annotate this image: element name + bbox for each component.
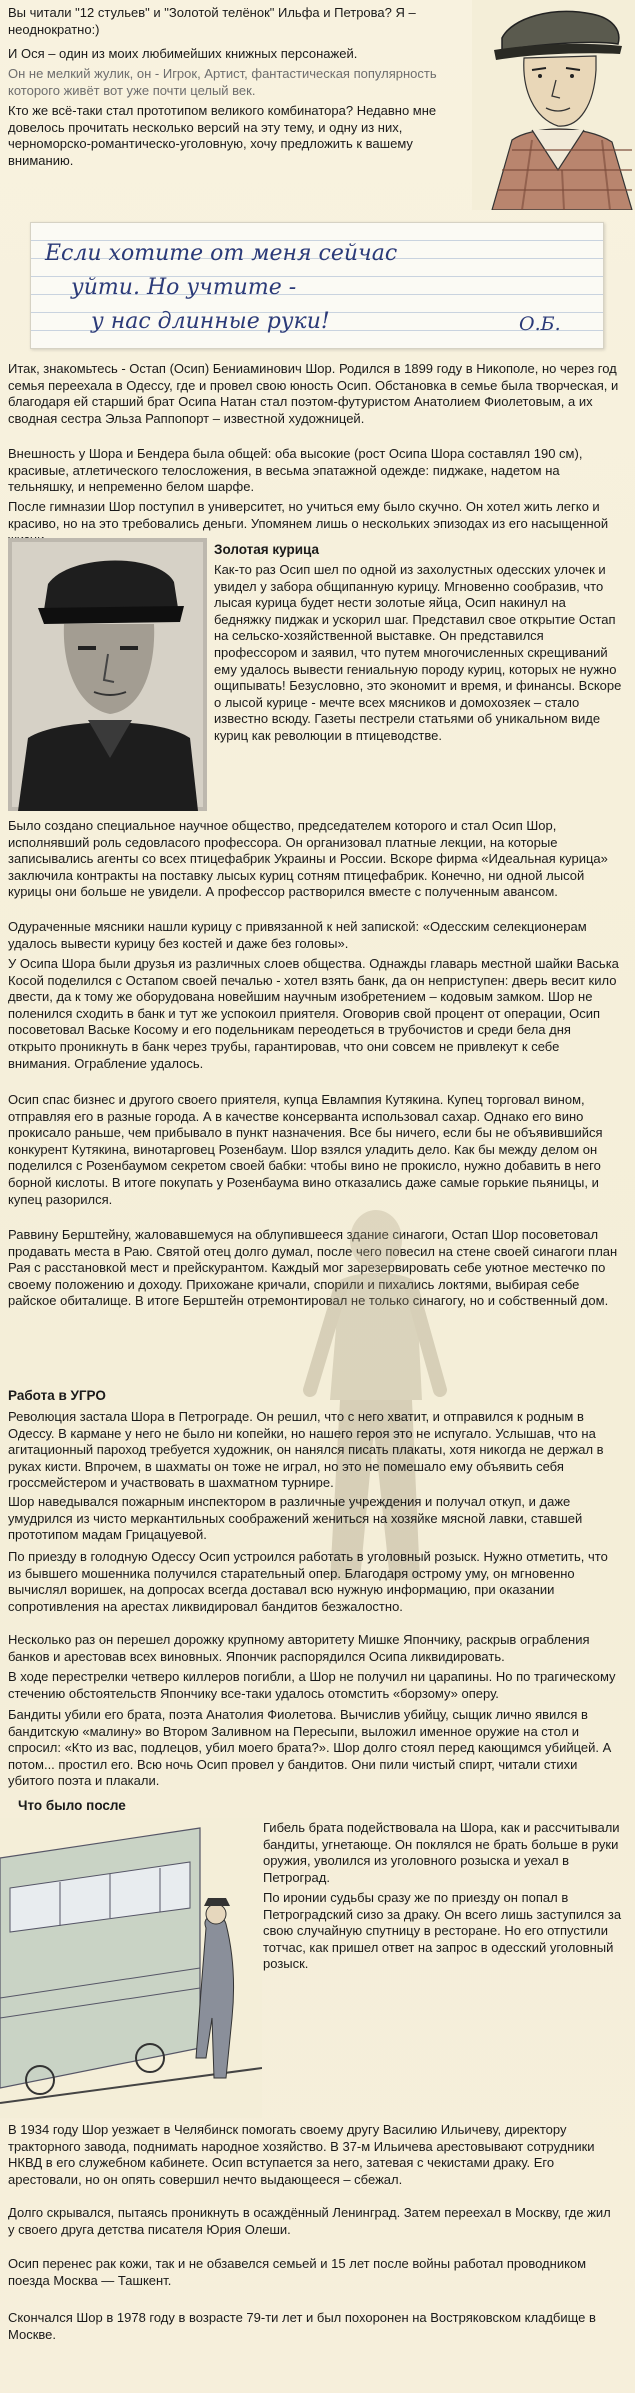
ostap-illustration	[472, 0, 635, 210]
note-row2: уйти. Но учтите -	[71, 275, 297, 300]
ugro-paragraph-3: По приезду в голодную Одессу Осип устроился работать в уголовный розыск. Нужно отметить, что из бывшего мошенника получился старательный опер. Благодаря острому уму, он мгновенно вычислял воришек, на допросах всегда доставал всю нужную информацию, при оказании сопротивления на арестах ликвидировал бандитов безжалостно.	[8, 1549, 608, 1614]
ugro-paragraph-2: Шор наведывался пожарным инспектором в различные учреждения и получал откуп, и даже умудрился из чисто меркантильных соображений жениться на хозяйке мясной лавки, ставшей прототипом мадам Грицацуевой.	[8, 1494, 583, 1543]
bio-paragraph-1: Итак, знакомьтесь - Остап (Осип) Бениаминович Шор. Родился в 1899 году в Никополе, но через год семья переехала в Одессу, где и провел свою юность Осип. Обстановка в семье была творческая, и благодаря ей старший брат Осипа Натан стал поэтом-футуристом Анатолием Фиолетовым, а их сводная сестра Эльза Раппопорт – известной художницей.	[8, 361, 619, 426]
after-paragraph-2: По иронии судьбы сразу же по приезду он попал в Петроградский сизо за драку. Он всего лишь заступился за свою случайную спутницу в ресторане. Но его отпустили тотчас, как пришел ответ на запрос в одесский уголовный розыск.	[263, 1890, 622, 1972]
after-paragraph-5: Осип перенес рак кожи, так и не обзавелся семьей и 15 лет после войны работал проводником поезда Москва — Ташкент.	[8, 2256, 587, 2288]
chicken-paragraph-5: Одураченные мясники нашли курицу с привязанной к ней запиской: «Одесским селекционерам удалось вывести курицу без костей и даже без головы».	[8, 919, 587, 951]
after-paragraph-1: Гибель брата подействовала на Шора, как и рассчитывали бандиты, угнетающе. Он поклялся не брать больше в руки оружия, уволился из уголовного розыска и уехал в Петроград.	[263, 1820, 620, 1885]
chicken-text: Как-то раз Осип шел по одной из захолустных одесских улочек и увидел у забора общипанную курицу. Мгновенно сообразив, что лысая курица будет нести золотые яйца, Осип накинул на бедняжку пиджак и ускорил шаг. Представил свое открытие Остап на сельско-хозяйственной выставке. Он представился профессором и заявил, что путем многочисленных скрещиваний ему удалось вывести гениальную породу куриц, которых не нужно ощипывать! Безусловно, это экономит и время, и финансы. Вскоре о лысой курице - мечте всех мясников и домохозяек – стало известно всюду. Газеты пестрели статьями об уникальном виде куриц как революции в птицеводстве.	[214, 562, 622, 743]
ugro-paragraph-5: В ходе перестрелки четверо киллеров погибли, а Шор не получил ни царапины. Но по трагическому стечению обстоятельств Япончику все-таки удалось отомстить «борзому» оперу.	[8, 1669, 616, 1701]
ugro-paragraph-1: Революция застала Шора в Петрограде. Он решил, что с него хватит, и отправился к родным в Одессу. В кармане у него не было ни копейки, но нашего героя это не испугало. Услышав, что на агитационный пароход требуется художник, он нанялся писать плакаты, хотя никогда не держал в руках кисти. Впрочем, в шахматы он тоже не играл, но это не помешало ему объявить себя гроссмейстером и участвовать в шахматном турнире.	[8, 1409, 604, 1491]
train-illustration	[0, 1818, 262, 2118]
chicken-paragraph-8: Раввину Берштейну, жаловавшемуся на облупившееся здание синагоги, Остап Шор посоветовал продавать места в Раю. Святой отец долго думал, после чего повесил на стене своей синагоги план Рая с расстановкой мест и прейскурантом. Каждый мог зарезервировать себе уютное местечко по своему положению и доходу. Прихожане кричали, спорили и пихались локтями, выбирая себе райское обиталище. В итоге Берштейн отремонтировал не только синагогу, но и собственный дом.	[8, 1227, 618, 1309]
ugro-paragraph-6: Бандиты убили его брата, поэта Анатолия Фиолетова. Вычислив убийцу, сыщик лично явился в бандитскую «малину» во Втором Заливном на Пересыпи, выложил именное оружие на стол и спросил: «Кто из вас, подлецов, убил моего брата?». Шор долго стоял перед кающимся убийцей. А потом... простил его. Всю ночь Осип провел у бандитов. Они пили чистый спирт, читали стихи убитого поэта и плакали.	[8, 1707, 612, 1789]
bio-paragraph-2: Внешность у Шора и Бендера была общей: оба высокие (рост Осипа Шора составлял 190 см), красивые, атлетического телосложения, в весьма эпатажной одежде: пиджаке, надетом на тельняшку, и непременно белом шарфе.	[8, 446, 583, 495]
after-paragraph-6: Скончался Шор в 1978 году в возрасте 79-ти лет и был похоронен на Востряковском кладбище в Москве.	[8, 2310, 596, 2342]
section-title-chicken: Золотая курица	[214, 542, 320, 557]
intro-line3: Кто же всё-таки стал прототипом великого комбинатора? Недавно мне довелось прочитать несколько версий на эту тему, и одну из них, черноморско-романтическо-уголовную, хочу предложить к вашему вниманию.	[8, 103, 437, 168]
chicken-paragraph-4: Было создано специальное научное общество, председателем которого и стал Осип Шор, исполнявший роль седовласого профессора. Он организовал платные лекции, на которые записывались агенты со всех птицефабрик Украины и России. Вскоре фирма «Идеальная курица» заключила контракты на поставку лысых куриц сотням птицефабрик. Конечно, ни одной лысой курицы они больше не увидели. А профессор растворился вместе с полученным авансом.	[8, 818, 608, 900]
intro-gray: Он не мелкий жулик, он - Игрок, Артист, фантастическая популярность которого живёт вот уже почти целый век.	[8, 66, 437, 98]
after-paragraph-4: Долго скрывался, пытаясь проникнуть в осаждённый Ленинград. Затем переехал в Москву, где жил у своего друга детства писателя Юрия Олеши.	[8, 2205, 611, 2237]
portrait-photo	[8, 538, 207, 811]
ugro-paragraph-4: Несколько раз он перешел дорожку крупному авторитету Мишке Япончику, раскрыв ограбления банков и арестовав всех виновных. Япончик распорядился Осипа ликвидировать.	[8, 1632, 590, 1664]
section-title-ugro: Работа в УГРО	[8, 1388, 106, 1403]
intro-line1: Вы читали "12 стульев" и "Золотой телёнок" Ильфа и Петрова? Я – неоднократно:)	[8, 5, 416, 37]
chicken-paragraph-7: Осип спас бизнес и другого своего приятеля, купца Евлампия Кутякина. Купец торговал вином, отправляя его в разные города. А в качестве консерванта использовал сахар. Однако его вино прокисало раньше, чем прибывало в пункт назначения. Все бы ничего, если бы не объявившийся конкурент Кутякина, винотарговец Розенбаум. Шор взялся уладить дело. Как бы между делом он поделился с Розенбаумом секретом своей бабки: чтобы вино не прокисло, нужно добавить в него борной кислоты. В итоге покупать у Розенбаума вино отказались даже самые горькие пьяницы, и купец разорился.	[8, 1092, 603, 1207]
note-row3: у нас длинные руки!	[91, 309, 330, 334]
note-signature: О.Б.	[519, 313, 561, 335]
section-title-after: Что было после	[18, 1798, 126, 1813]
handwritten-note	[30, 222, 604, 349]
note-row1: Если хотите от меня сейчас	[45, 241, 398, 266]
intro-line2: И Ося – один из моих любимейших книжных персонажей.	[8, 46, 358, 61]
chicken-paragraph-6: У Осипа Шора были друзья из различных слоев общества. Однажды главарь местной шайки Васька Косой поделился с Остапом своей печалью - хотел взять банк, да он неприступен: дверь весит кило двести, да к тому же оборудована новейшим научным изобретением – кодовым замком. Шор не поленился сходить в банк и тут же успокоил приятеля. Оговорив свой процент от операции, Осип посоветовал Ваське Косому и его подельникам переодеться в трубочистов и среди бела дня открыто проникнуть в банк через трубы, гарантировав, что они совсем не привлекут к себе внимания. Ограбление удалось.	[8, 956, 619, 1071]
after-paragraph-3: В 1934 году Шор уезжает в Челябинск помогать своему другу Василию Ильичеву, директору тракторного завода, поднимать народное хозяйство. В 37-м Ильичева арестовывают сотрудники НКВД в его служебном кабинете. Осип вступается за него, затевая с чекистами драку. Его арестовали, но он опять совершил нечто выдающееся – сбежал.	[8, 2122, 595, 2187]
bio-paragraph-3: После гимназии Шор поступил в университет, но учиться ему было скучно. Он хотел жить легко и красиво, но на это требовались деньги. Упомянем лишь о нескольких эпизодах из его насыщенной	[8, 499, 609, 531]
